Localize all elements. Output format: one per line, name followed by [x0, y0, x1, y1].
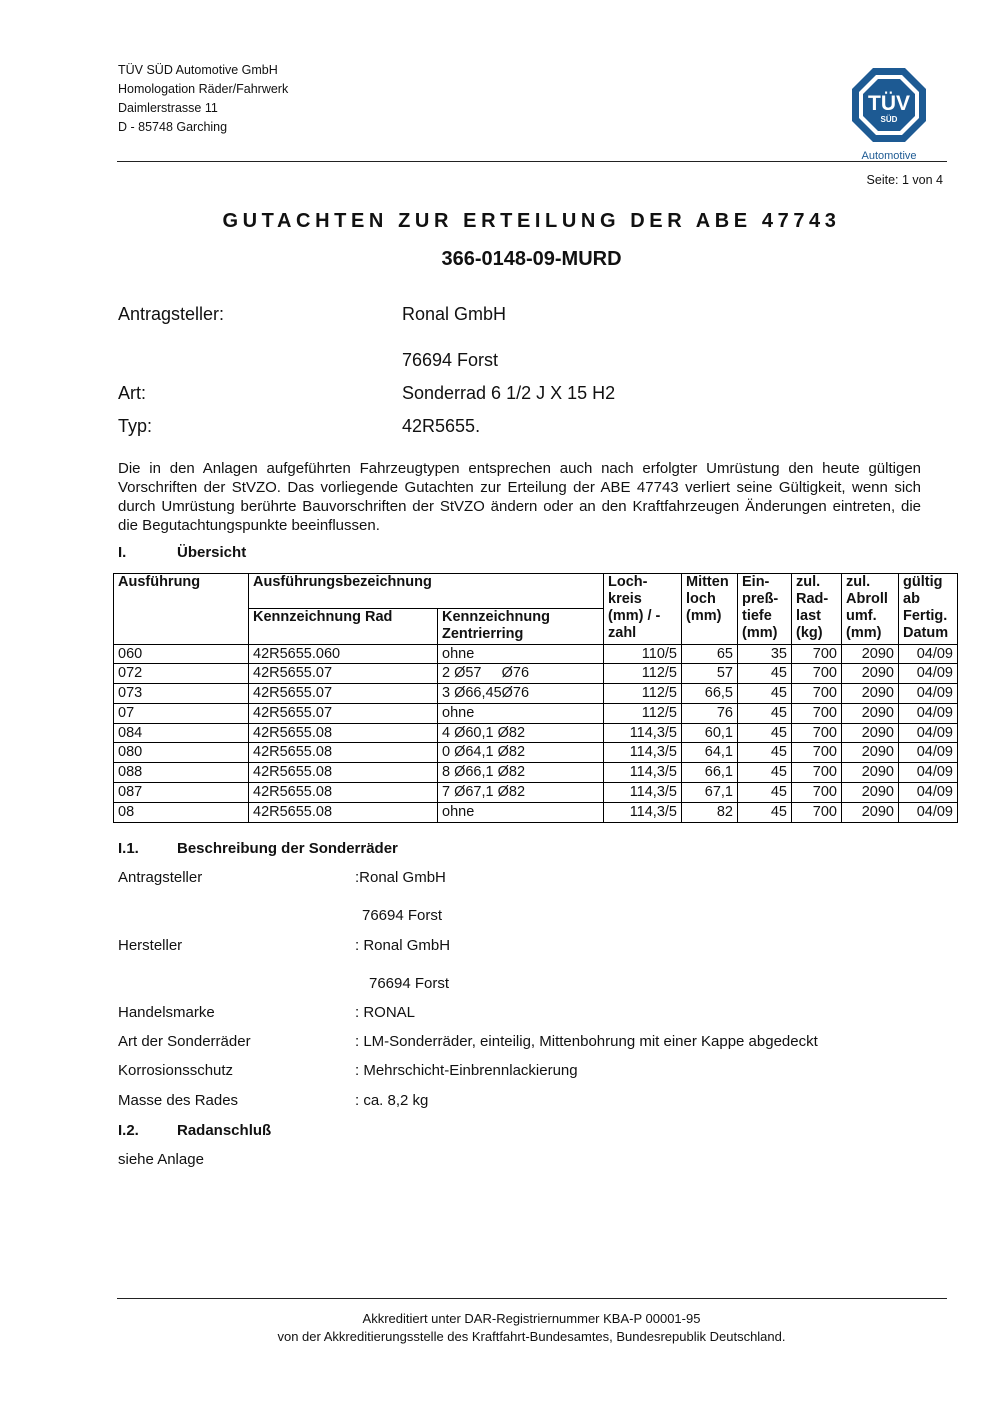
desc-korrosion-label: Korrosionsschutz — [118, 1062, 234, 1079]
desc-handelsmarke-label: Handelsmarke — [118, 1004, 215, 1021]
desc-hersteller-city: 76694 Forst — [369, 975, 450, 992]
cell-ausfuehrung: 060 — [114, 644, 249, 664]
cell-kenn-rad: 42R5655.07 — [249, 703, 438, 723]
cell-kenn-rad: 42R5655.060 — [249, 644, 438, 664]
section-1-2-title: Radanschluß — [177, 1122, 272, 1139]
cell-gueltig: 04/09 — [899, 743, 958, 763]
cell-abrollumfang: 2090 — [842, 743, 899, 763]
cell-ausfuehrung: 08 — [114, 802, 249, 822]
cell-lochkreis: 112/5 — [604, 703, 682, 723]
table-row — [114, 703, 958, 723]
cell-kenn-rad: 42R5655.07 — [249, 684, 438, 704]
table-row — [114, 783, 958, 803]
cell-ausfuehrung: 084 — [114, 723, 249, 743]
cell-lochkreis: 112/5 — [604, 664, 682, 684]
cell-einpresstiefe: 45 — [738, 783, 792, 803]
header-radlast-unit: last (kg) — [792, 608, 842, 644]
cell-einpresstiefe: 35 — [738, 644, 792, 664]
cell-gueltig: 04/09 — [899, 802, 958, 822]
page-info: Seite: 1 von 4 — [866, 173, 943, 187]
header-einpress: Ein- preß- — [738, 574, 792, 609]
logo-caption: Automotive — [861, 150, 917, 162]
table-row — [114, 743, 958, 763]
cell-radlast: 700 — [792, 763, 842, 783]
intro-paragraph: Die in den Anlagen aufgeführten Fahrzeugtypen entsprechen auch nach erfolgter Umrüstung den heute gültigen Vorschriften der StVZO. Das vorliegende Gutachten zur Erteilung der ABE 47743 verliert seine Gültigkeit, wenn sich durch Umrüstung berührte Bauvorschriften der StVZO ändern oder an den Kraftfahrzeugen Änderungen eintreten, die die Begutachtungspunkte beeinflussen. — [118, 460, 921, 534]
cell-mittenloch: 76 — [682, 703, 738, 723]
cell-lochkreis: 114,3/5 — [604, 743, 682, 763]
org-street: Daimlerstrasse 11 — [118, 101, 218, 115]
cell-radlast: 700 — [792, 703, 842, 723]
cell-kenn-zentrier: ohne — [438, 802, 604, 822]
cell-gueltig: 04/09 — [899, 664, 958, 684]
desc-handelsmarke-value: : RONAL — [355, 1004, 416, 1021]
header-abroll-unit: umf. (mm) — [842, 608, 899, 644]
cell-radlast: 700 — [792, 802, 842, 822]
header-gueltig-unit: Fertig. Datum — [899, 608, 958, 644]
cell-gueltig: 04/09 — [899, 703, 958, 723]
desc-masse-label: Masse des Rades — [118, 1092, 239, 1109]
cell-abrollumfang: 2090 — [842, 703, 899, 723]
desc-art-label: Art der Sonderräder — [118, 1033, 251, 1050]
cell-gueltig: 04/09 — [899, 763, 958, 783]
cell-einpresstiefe: 45 — [738, 802, 792, 822]
cell-kenn-rad: 42R5655.08 — [249, 743, 438, 763]
typ-value: 42R5655. — [402, 416, 481, 436]
footer-line-2: von der Akkreditierungsstelle des Kraftfahrt-Bundesamtes, Bundesrepublik Deutschland. — [277, 1329, 786, 1344]
desc-art-value: : LM-Sonderräder, einteilig, Mittenbohrung mit einer Kappe abgedeckt — [355, 1033, 818, 1050]
desc-masse-value: : ca. 8,2 kg — [355, 1092, 429, 1109]
cell-einpresstiefe: 45 — [738, 723, 792, 743]
cell-lochkreis: 114,3/5 — [604, 802, 682, 822]
section-1-1-title: Beschreibung der Sonderräder — [177, 840, 398, 857]
section-1-title: Übersicht — [177, 544, 247, 561]
cell-mittenloch: 60,1 — [682, 723, 738, 743]
cell-ausfuehrung: 072 — [114, 664, 249, 684]
applicant-city: 76694 Forst — [402, 350, 499, 370]
desc-antragsteller-city: 76694 Forst — [362, 907, 443, 924]
cell-abrollumfang: 2090 — [842, 664, 899, 684]
logo-text: TÜV — [868, 92, 910, 115]
cell-gueltig: 04/09 — [899, 783, 958, 803]
cell-kenn-zentrier: 4 Ø60,1 Ø82 — [438, 723, 604, 743]
section-1-1-number: I.1. — [118, 840, 139, 857]
header-mittenloch: Mitten loch — [682, 574, 738, 609]
cell-ausfuehrung: 088 — [114, 763, 249, 783]
header-abroll: zul. Abroll — [842, 574, 899, 609]
cell-kenn-zentrier: 3 Ø66,45Ø76 — [438, 684, 604, 704]
cell-lochkreis: 110/5 — [604, 644, 682, 664]
cell-abrollumfang: 2090 — [842, 783, 899, 803]
cell-mittenloch: 66,1 — [682, 763, 738, 783]
cell-radlast: 700 — [792, 723, 842, 743]
cell-abrollumfang: 2090 — [842, 684, 899, 704]
desc-hersteller-value: : Ronal GmbH — [355, 937, 451, 954]
table-header-row — [114, 574, 958, 609]
cell-gueltig: 04/09 — [899, 723, 958, 743]
cell-lochkreis: 112/5 — [604, 684, 682, 704]
typ-label: Typ: — [118, 416, 153, 436]
header-lochkreis-unit: (mm) / -zahl — [604, 608, 682, 644]
section-1-number: I. — [118, 544, 127, 561]
header-mittenloch-unit: (mm) — [682, 608, 738, 644]
cell-kenn-zentrier: 2 Ø57 Ø76 — [438, 664, 604, 684]
cell-kenn-rad: 42R5655.08 — [249, 783, 438, 803]
footer — [0, 1310, 993, 1346]
document-title: GUTACHTEN ZUR ERTEILUNG DER ABE 47743 — [222, 210, 841, 232]
footer-line-1: Akkreditiert unter DAR-Registriernummer KBA-P 00001-95 — [362, 1311, 701, 1326]
cell-kenn-rad: 42R5655.08 — [249, 802, 438, 822]
cell-abrollumfang: 2090 — [842, 802, 899, 822]
overview-table — [113, 573, 958, 823]
cell-kenn-zentrier: ohne — [438, 703, 604, 723]
logo-sub: SÜD — [880, 115, 898, 124]
desc-hersteller-label: Hersteller — [118, 937, 183, 954]
header-kenn-rad: Kennzeichnung Rad — [249, 608, 438, 644]
table-row — [114, 723, 958, 743]
cell-abrollumfang: 2090 — [842, 763, 899, 783]
desc-antragsteller-label: Antragsteller — [118, 869, 203, 886]
header-bezeichnung: Ausführungsbezeichnung — [249, 574, 604, 609]
applicant-name: Ronal GmbH — [402, 304, 507, 324]
cell-ausfuehrung: 087 — [114, 783, 249, 803]
header-kenn-zentrier: Kennzeichnung Zentrierring — [438, 608, 604, 644]
org-department: Homologation Räder/Fahrwerk — [118, 82, 289, 96]
cell-mittenloch: 66,5 — [682, 684, 738, 704]
cell-gueltig: 04/09 — [899, 684, 958, 704]
cell-kenn-zentrier: 8 Ø66,1 Ø82 — [438, 763, 604, 783]
applicant-label: Antragsteller: — [118, 304, 225, 324]
tuv-octagon-icon — [848, 66, 930, 164]
table-row — [114, 763, 958, 783]
cell-kenn-rad: 42R5655.07 — [249, 664, 438, 684]
section-1-2-number: I.2. — [118, 1122, 139, 1139]
header-rule — [117, 161, 947, 162]
cell-ausfuehrung: 073 — [114, 684, 249, 704]
cell-einpresstiefe: 45 — [738, 743, 792, 763]
header-lochkreis: Loch- kreis — [604, 574, 682, 609]
cell-radlast: 700 — [792, 743, 842, 763]
cell-mittenloch: 64,1 — [682, 743, 738, 763]
table-row — [114, 802, 958, 822]
art-value: Sonderrad 6 1/2 J X 15 H2 — [402, 383, 616, 403]
header-radlast: zul. Rad- — [792, 574, 842, 609]
cell-lochkreis: 114,3/5 — [604, 763, 682, 783]
cell-einpresstiefe: 45 — [738, 763, 792, 783]
cell-ausfuehrung: 07 — [114, 703, 249, 723]
cell-einpresstiefe: 45 — [738, 703, 792, 723]
org-city: D - 85748 Garching — [118, 120, 228, 134]
header-einpress-unit: tiefe (mm) — [738, 608, 792, 644]
cell-kenn-rad: 42R5655.08 — [249, 763, 438, 783]
org-address — [118, 61, 288, 137]
cell-radlast: 700 — [792, 664, 842, 684]
table-row — [114, 644, 958, 664]
cell-einpresstiefe: 45 — [738, 664, 792, 684]
table-row — [114, 664, 958, 684]
footer-rule — [117, 1298, 947, 1299]
cell-radlast: 700 — [792, 644, 842, 664]
cell-kenn-zentrier: ohne — [438, 644, 604, 664]
cell-mittenloch: 65 — [682, 644, 738, 664]
cell-lochkreis: 114,3/5 — [604, 723, 682, 743]
org-name: TÜV SÜD Automotive GmbH — [118, 63, 278, 77]
header-gueltig: gültig ab — [899, 574, 958, 609]
header-ausfuehrung: Ausführung — [114, 574, 249, 645]
cell-einpresstiefe: 45 — [738, 684, 792, 704]
tuv-logo — [848, 66, 930, 164]
table-row — [114, 684, 958, 704]
art-label: Art: — [118, 383, 147, 403]
cell-radlast: 700 — [792, 684, 842, 704]
cell-mittenloch: 82 — [682, 802, 738, 822]
cell-radlast: 700 — [792, 783, 842, 803]
desc-antragsteller-value: :Ronal GmbH — [355, 869, 446, 886]
desc-korrosion-value: : Mehrschicht-Einbrennlackierung — [355, 1062, 578, 1079]
cell-kenn-zentrier: 7 Ø67,1 Ø82 — [438, 783, 604, 803]
anlage-note: siehe Anlage — [118, 1151, 204, 1168]
document-number: 366-0148-09-MURD — [441, 248, 622, 270]
cell-kenn-zentrier: 0 Ø64,1 Ø82 — [438, 743, 604, 763]
cell-gueltig: 04/09 — [899, 644, 958, 664]
cell-mittenloch: 57 — [682, 664, 738, 684]
cell-abrollumfang: 2090 — [842, 644, 899, 664]
cell-lochkreis: 114,3/5 — [604, 783, 682, 803]
cell-abrollumfang: 2090 — [842, 723, 899, 743]
cell-kenn-rad: 42R5655.08 — [249, 723, 438, 743]
cell-mittenloch: 67,1 — [682, 783, 738, 803]
cell-ausfuehrung: 080 — [114, 743, 249, 763]
